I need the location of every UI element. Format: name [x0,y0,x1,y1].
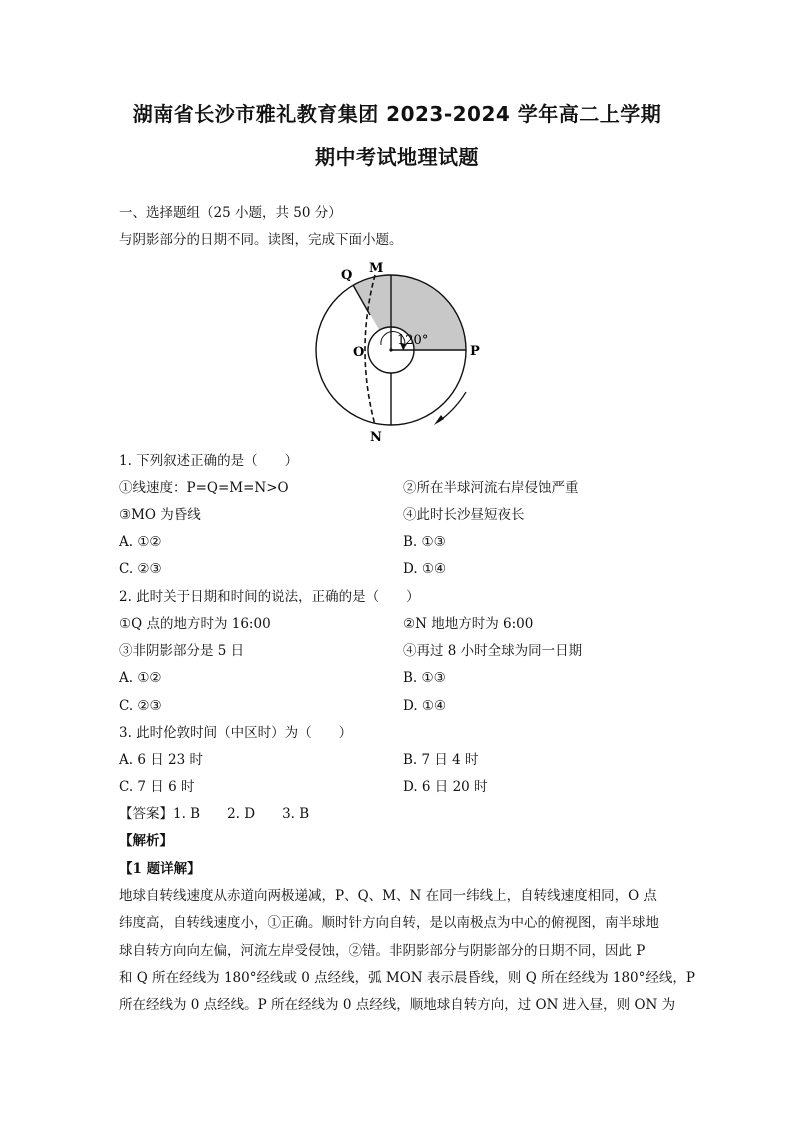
q3-option-b: B. 7 日 4 时 [403,752,479,768]
answer-line: 【答案】1. B 2. D 3. B [119,806,310,822]
label-n: N [370,430,382,444]
explanation-line: 球自转方向向左偏，河流左岸受侵蚀，②错。非阴影部分与阴影部分的日期不同，因此 P [119,943,646,959]
label-p: P [470,344,480,359]
analysis-label: 【解析】 [119,833,173,849]
q2-option-d: D. ①④ [403,698,447,714]
q1-stem: 1. 下列叙述正确的是（ ） [119,453,299,469]
label-q: Q [341,268,353,283]
rotation-arrowhead [434,415,444,425]
q1-option-b: B. ①③ [403,534,446,550]
q2-statement-4: ④再过 8 小时全球为同一日期 [403,643,583,659]
label-m: M [369,261,384,276]
section-header: 一、选择题组（25 小题，共 50 分） [119,205,342,221]
q2-stem: 2. 此时关于日期和时间的说法，正确的是（ ） [119,589,420,605]
q2-statement-1: ①Q 点的地方时为 16:00 [119,616,271,632]
title-line-2: 期中考试地理试题 [315,145,479,169]
q2-option-b: B. ①③ [403,670,446,686]
explanation-line: 纬度高，自转线速度小，①正确。顺时针方向自转，是以南极点为中心的俯视图，南半球地 [119,915,659,931]
explanation-line: 所在经线为 0 点经线。P 所在经线为 0 点经线，顺地球自转方向，过 ON 进入昼，则 ON 为 [119,997,676,1013]
q1-option-a: A. ①② [119,534,162,550]
q3-option-d: D. 6 日 20 时 [403,779,488,795]
q2-statement-3: ③非阴影部分是 5 日 [119,643,245,659]
title-line-1: 湖南省长沙市雅礼教育集团 2023-2024 学年高二上学期 [132,102,662,126]
explanation-line: 和 Q 所在经线为 180°经线或 0 点经线，弧 MON 表示晨昏线，则 Q 所在经线为 180°经线，P [119,970,695,986]
q1-option-c: C. ②③ [119,561,162,577]
explanation-line: 地球自转线速度从赤道向两极递减，P、Q、M、N 在同一纬线上，自转线速度相同，O 点 [119,888,657,904]
q1-statement-4: ④此时长沙昼短夜长 [403,507,525,523]
label-o: O [353,345,365,360]
q2-statement-2: ②N 地地方时为 6:00 [403,616,534,632]
q3-option-a: A. 6 日 23 时 [119,752,203,768]
q3-stem: 3. 此时伦敦时间（中区时）为（ ） [119,725,353,741]
q2-option-a: A. ①② [119,670,162,686]
label-angle: 120° [397,333,429,348]
intro-text: 与阴影部分的日期不同。读图，完成下面小题。 [119,232,403,248]
detail-label: 【1 题详解】 [119,861,201,877]
q1-statement-1: ①线速度：P=Q=M=N>O [119,480,289,496]
center-point [389,348,392,351]
q1-option-d: D. ①④ [403,561,447,577]
earth-diagram [300,258,500,444]
q2-option-c: C. ②③ [119,698,162,714]
q3-option-c: C. 7 日 6 时 [119,779,195,795]
q1-statement-2: ②所在半球河流右岸侵蚀严重 [403,480,579,496]
q1-statement-3: ③MO 为昏线 [119,507,201,523]
